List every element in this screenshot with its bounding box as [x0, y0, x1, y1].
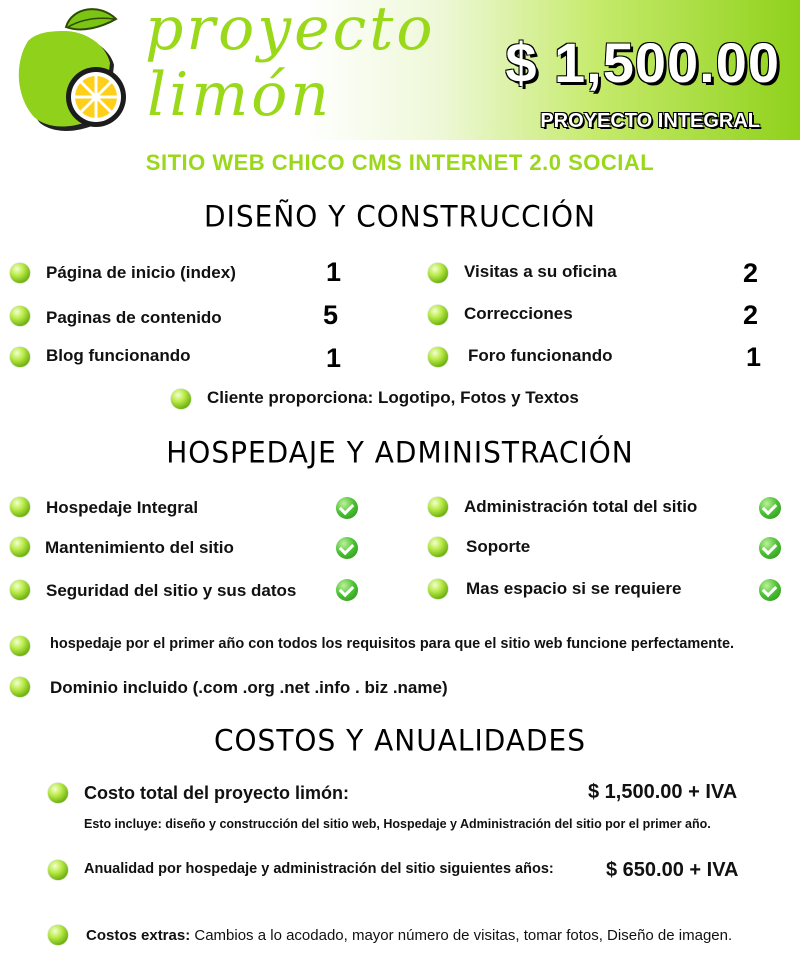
bullet-icon [171, 389, 191, 409]
brand-line-1: proyecto [145, 0, 436, 64]
design-item-label: Foro funcionando [468, 346, 613, 365]
check-icon [759, 497, 781, 519]
bullet-icon [10, 677, 30, 697]
bullet-icon [48, 783, 68, 803]
hosting-item-label: Administración total del sitio [464, 497, 698, 516]
section-title-costs: COSTOS Y ANUALIDADES [213, 723, 587, 758]
bullet-icon [10, 636, 30, 656]
hosting-note-2: Dominio incluido (.com .org .net .info . biz .name) [50, 678, 448, 697]
hosting-item-label: Mas espacio si se requiere [466, 579, 682, 598]
total-cost-value: $ 1,500.00 + IVA [588, 781, 738, 803]
extra-costs [86, 927, 732, 944]
hosting-item-label: Soporte [466, 537, 531, 556]
design-item-label: Página de inicio (index) [46, 263, 236, 282]
bullet-icon [10, 497, 30, 517]
design-item-value: 1 [326, 257, 342, 287]
bullet-icon [428, 305, 448, 325]
bullet-icon [10, 537, 30, 557]
check-icon [336, 497, 358, 519]
design-item-value: 1 [326, 343, 342, 373]
bullet-icon [48, 925, 68, 945]
client-note: Cliente proporciona: Logotipo, Fotos y Textos [207, 388, 579, 407]
extra-costs-text: Cambios a lo acodado, mayor número de visitas, tomar fotos, Diseño de imagen. [190, 927, 733, 944]
annual-cost-value: $ 650.00 + IVA [606, 859, 739, 881]
design-item-label: Blog funcionando [46, 346, 191, 365]
page-subtitle: SITIO WEB CHICO CMS INTERNET 2.0 SOCIAL [145, 150, 655, 175]
design-item-label: Correcciones [464, 304, 573, 323]
hosting-item-label: Hospedaje Integral [46, 498, 199, 517]
check-icon [336, 579, 358, 601]
hosting-item-label: Mantenimiento del sitio [45, 538, 234, 557]
header-banner [0, 0, 800, 140]
annual-cost-label: Anualidad por hospedaje y administración del sitio siguientes años: [84, 861, 554, 877]
bullet-icon [10, 263, 30, 283]
check-icon [759, 537, 781, 559]
package-name: PROYECTO INTEGRAL [540, 110, 760, 132]
total-cost-note: Esto incluye: diseño y construcción del sitio web, Hospedaje y Administración del sitio por el primer año. [84, 817, 711, 831]
bullet-icon [428, 263, 448, 283]
hosting-note-1: hospedaje por el primer año con todos los requisitos para que el sitio web funcione perfectamente. [50, 636, 735, 652]
check-icon [336, 537, 358, 559]
design-item-label: Paginas de contenido [46, 308, 222, 327]
design-item-value: 5 [323, 300, 339, 330]
brand-wordmark [145, 0, 436, 130]
design-item-value: 2 [743, 300, 759, 330]
design-item-value: 1 [746, 342, 762, 372]
bullet-icon [428, 537, 448, 557]
check-icon [759, 579, 781, 601]
hosting-item-label: Seguridad del sitio y sus datos [46, 581, 297, 600]
bullet-icon [10, 580, 30, 600]
design-item-value: 2 [743, 258, 759, 288]
total-cost-label: Costo total del proyecto limón: [84, 783, 350, 803]
brand-line-2: limón [147, 60, 333, 130]
headline-price: $ 1,500.00 [505, 31, 780, 94]
bullet-icon [428, 579, 448, 599]
section-title-design: DISEÑO Y CONSTRUCCIÓN [204, 199, 596, 234]
design-item-label: Visitas a su oficina [464, 262, 617, 281]
extra-costs-label: Costos extras: [86, 927, 191, 944]
bullet-icon [48, 860, 68, 880]
section-title-hosting: HOSPEDAJE Y ADMINISTRACIÓN [166, 435, 634, 470]
lemon-logo-icon [10, 5, 140, 135]
bullet-icon [428, 347, 448, 367]
bullet-icon [428, 497, 448, 517]
bullet-icon [10, 347, 30, 367]
bullet-icon [10, 306, 30, 326]
